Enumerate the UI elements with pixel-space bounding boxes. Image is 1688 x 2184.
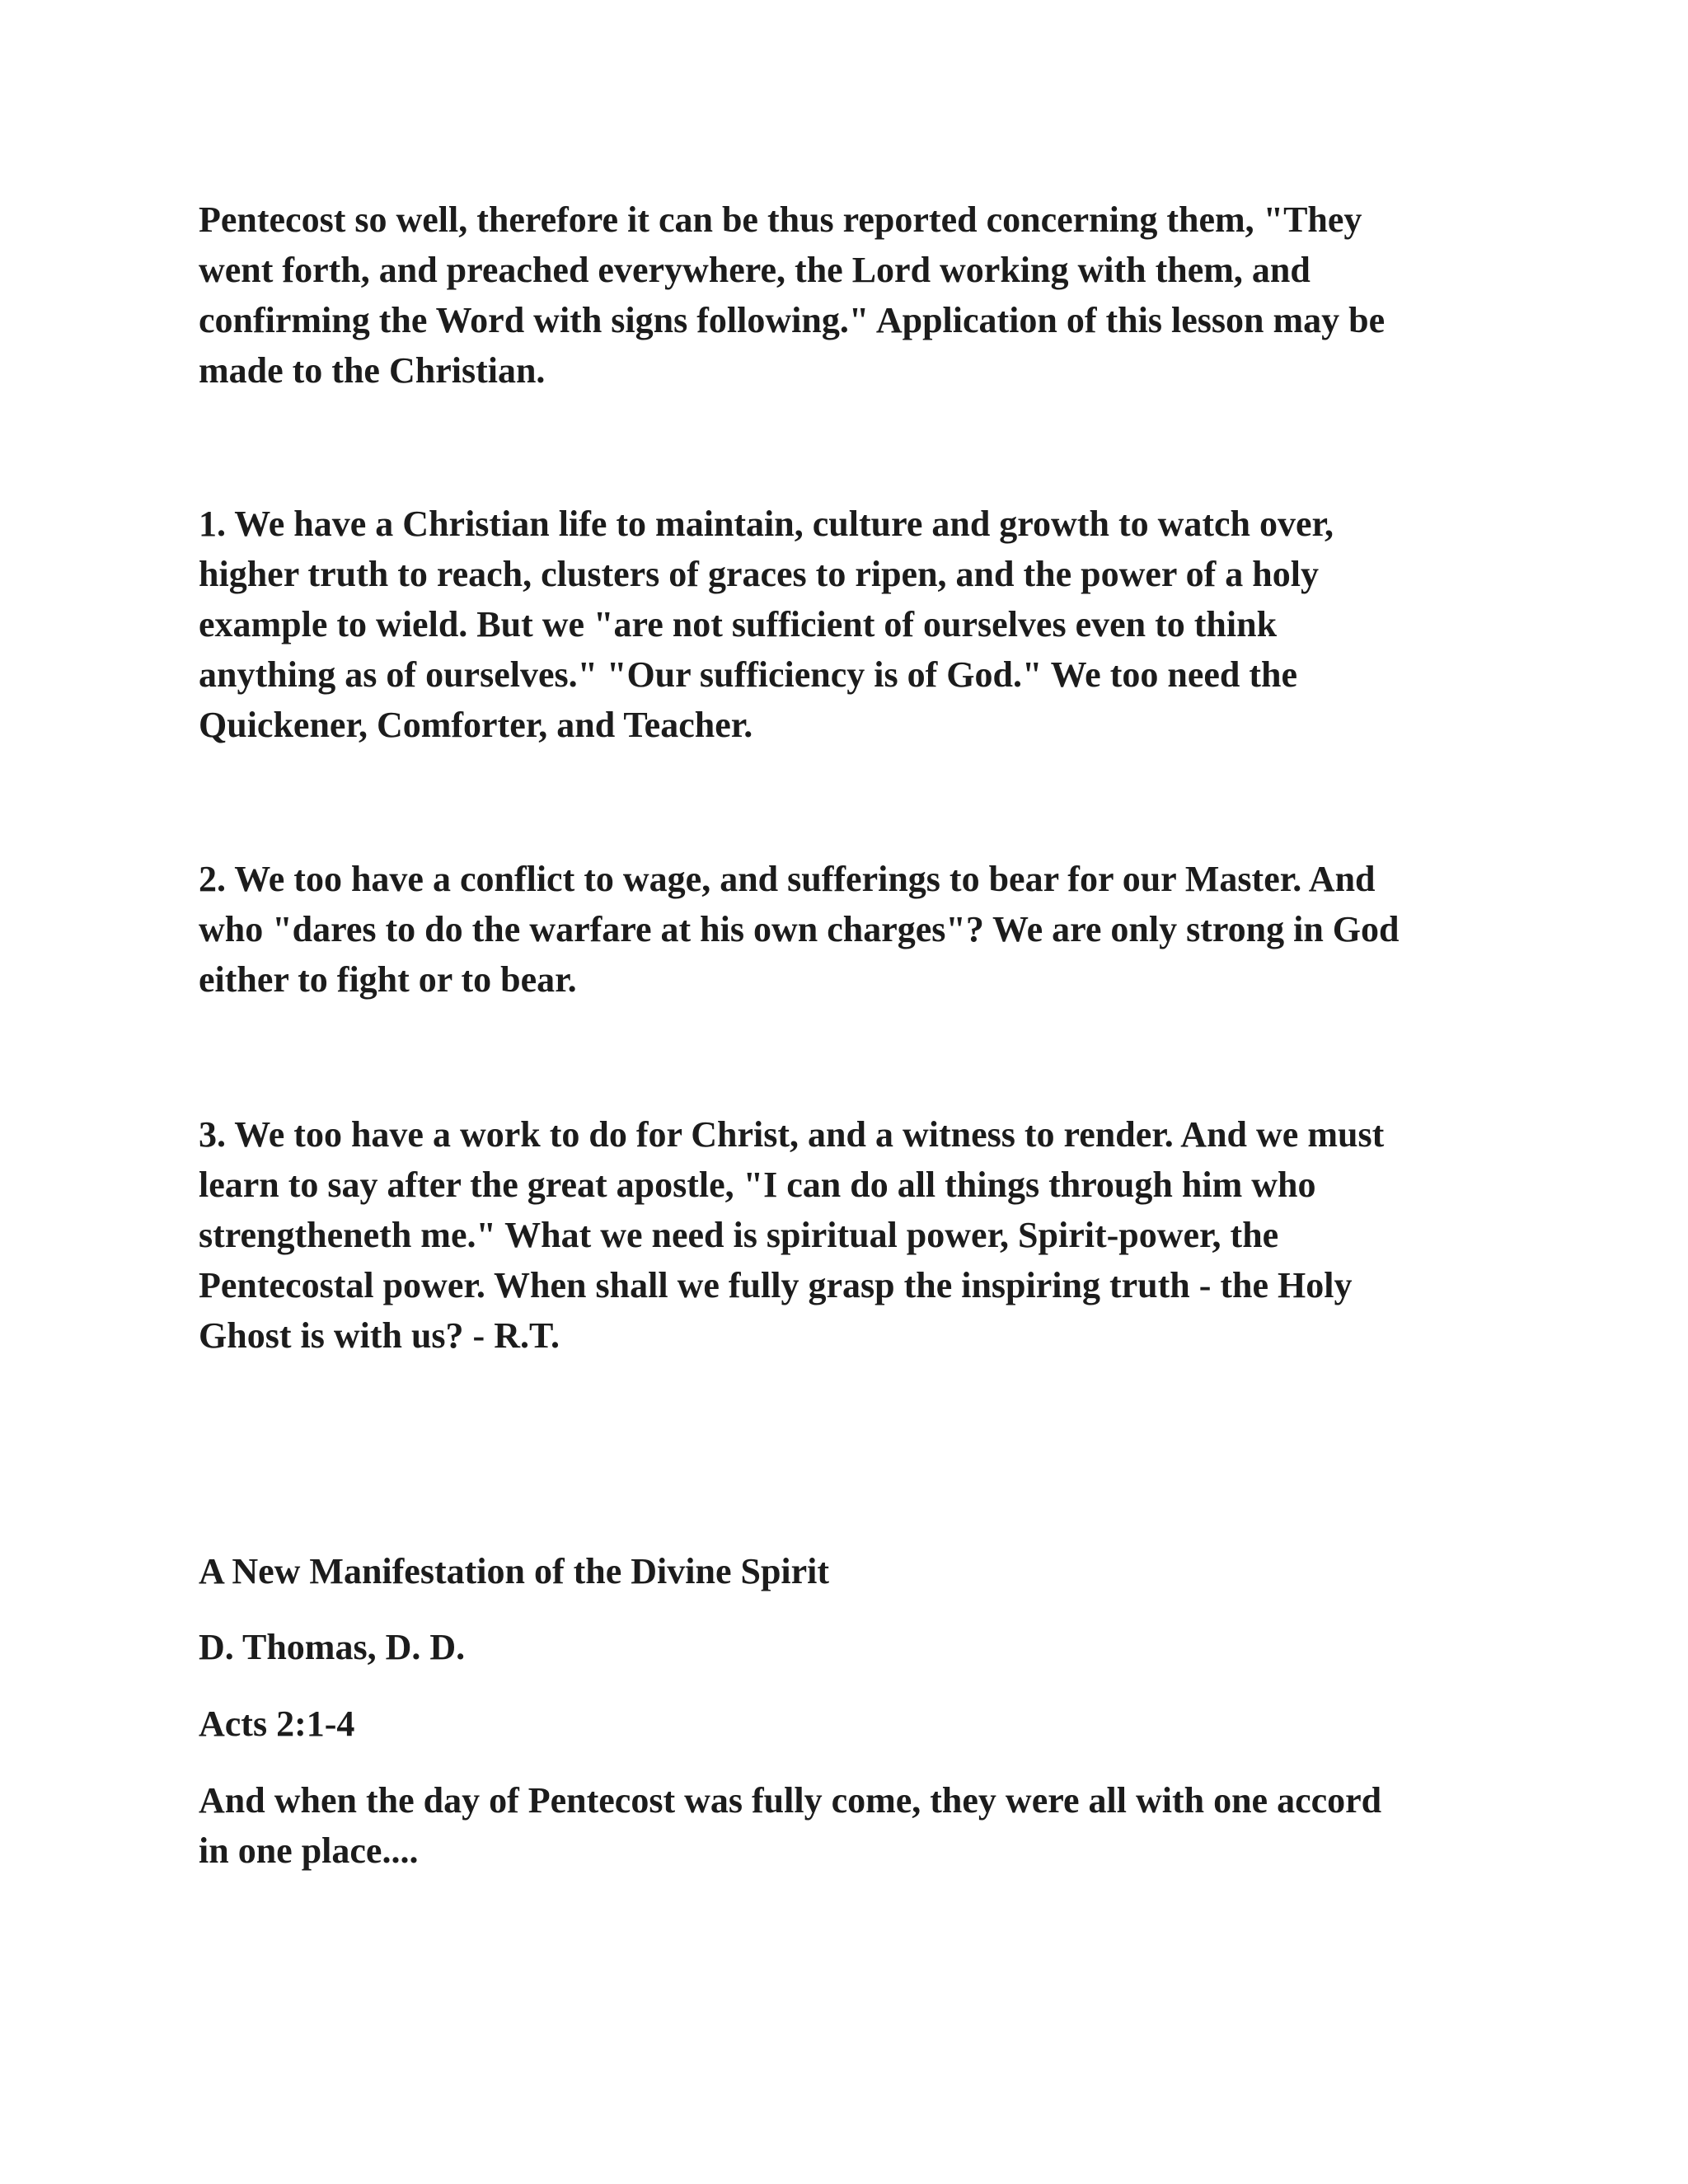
text-line: And when the day of Pentecost was fully come, they were all with one accord xyxy=(199,1780,1382,1821)
text-line: Pentecostal power. When shall we fully grasp the inspiring truth - the Holy xyxy=(199,1265,1353,1305)
text-line: in one place.... xyxy=(199,1830,419,1871)
text-line: example to wield. But we "are not sufficient of ourselves even to think xyxy=(199,604,1278,644)
text-line: went forth, and preached everywhere, the Lord working with them, and xyxy=(199,250,1311,290)
intro-paragraph xyxy=(199,194,1484,396)
text-line: 2. We too have a conflict to wage, and sufferings to bear for our Master. And xyxy=(199,859,1376,899)
text-line: either to fight or to bear. xyxy=(199,959,577,1000)
text-line: Ghost is with us? - R.T. xyxy=(199,1315,560,1356)
point-3-paragraph xyxy=(199,1109,1484,1361)
text-line: Quickener, Comforter, and Teacher. xyxy=(199,705,753,745)
reference-text: Acts 2:1-4 xyxy=(199,1704,355,1744)
text-line: strengtheneth me." What we need is spiritual power, Spirit-power, the xyxy=(199,1215,1279,1255)
point-1-paragraph xyxy=(199,499,1484,750)
text-line: Pentecost so well, therefore it can be thus reported concerning them, "They xyxy=(199,199,1362,240)
text-line: 3. We too have a work to do for Christ, and a witness to render. And we must xyxy=(199,1114,1385,1155)
text-line: confirming the Word with signs following." Application of this lesson may be xyxy=(199,300,1386,340)
point-2-paragraph xyxy=(199,854,1484,1005)
text-line: 1. We have a Christian life to maintain, culture and growth to watch over, xyxy=(199,504,1334,544)
author-line xyxy=(199,1622,1484,1672)
verse-paragraph xyxy=(199,1775,1484,1876)
text-line: anything as of ourselves." "Our sufficiency is of God." We too need the xyxy=(199,654,1298,695)
section-title xyxy=(199,1546,1484,1596)
text-line: made to the Christian. xyxy=(199,350,546,391)
text-line: who "dares to do the warfare at his own charges"? We are only strong in God xyxy=(199,909,1400,949)
section-title-text: A New Manifestation of the Divine Spirit xyxy=(199,1551,830,1591)
text-line: learn to say after the great apostle, "I can do all things through him who xyxy=(199,1165,1316,1205)
author-text: D. Thomas, D. D. xyxy=(199,1627,466,1667)
text-line: higher truth to reach, clusters of graces to ripen, and the power of a holy xyxy=(199,554,1319,594)
scripture-reference xyxy=(199,1699,1484,1749)
